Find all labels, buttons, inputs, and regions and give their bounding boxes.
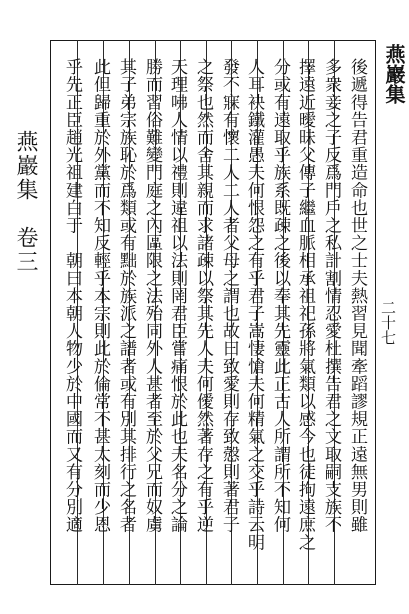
text-column: 擇遠近曖昧父傳子繼血脈相承祖祀孫將氣類以感今也徒拘遠庶之 [295,58,315,551]
text-column: 人耳袂鐵灌愚夫何恨怨之有乎君子嵩悽愴夫何精氣之交乎詩云明 [244,58,264,551]
text-column: 之祭也然而舍其親而求諸疎以祭其先人夫何僾然著存之有乎逆 [193,58,213,534]
text-column: 乎先正臣趙光祖建白于 朝曰本朝人物少於中國而又有分別適 [62,58,82,534]
text-column: 多衆妾之子反爲門戶之私計割情忍愛杜撰告君之文取嗣支族不 [321,58,341,534]
text-column: 後遞得告君重造命也世之士夫熱習見聞牽蹈謬規正遠無男則雖 [347,58,367,534]
text-column: 分或有遠取乎族系既疎之後以奉其先靈此正古人所謂所不知何 [270,58,290,534]
text-column: 勝而習俗難變門庭之內區限之法殆同外人甚者至於父兄而奴虜 [142,58,162,534]
running-title: 燕巖集 [382,44,406,104]
text-column: 發不寐有懷二人二人者父母之謂也故曰致愛則存致慤則著君子 [219,58,239,534]
book-title-label: 燕巖集 卷三 [13,130,38,274]
text-column: 天理咈人情以禮則違祖以法則罔君臣嘗痛恨於此也夫名分之論 [167,58,187,534]
page-number: 二十七 [379,300,397,345]
text-column: 其子弟宗族恥於爲類或有黜於族派之譜者或有別其排行之名者 [116,58,136,534]
text-column: 此但歸重於外黨而不知反輕乎本宗則此於倫常不甚太刻而少恩 [90,58,110,534]
